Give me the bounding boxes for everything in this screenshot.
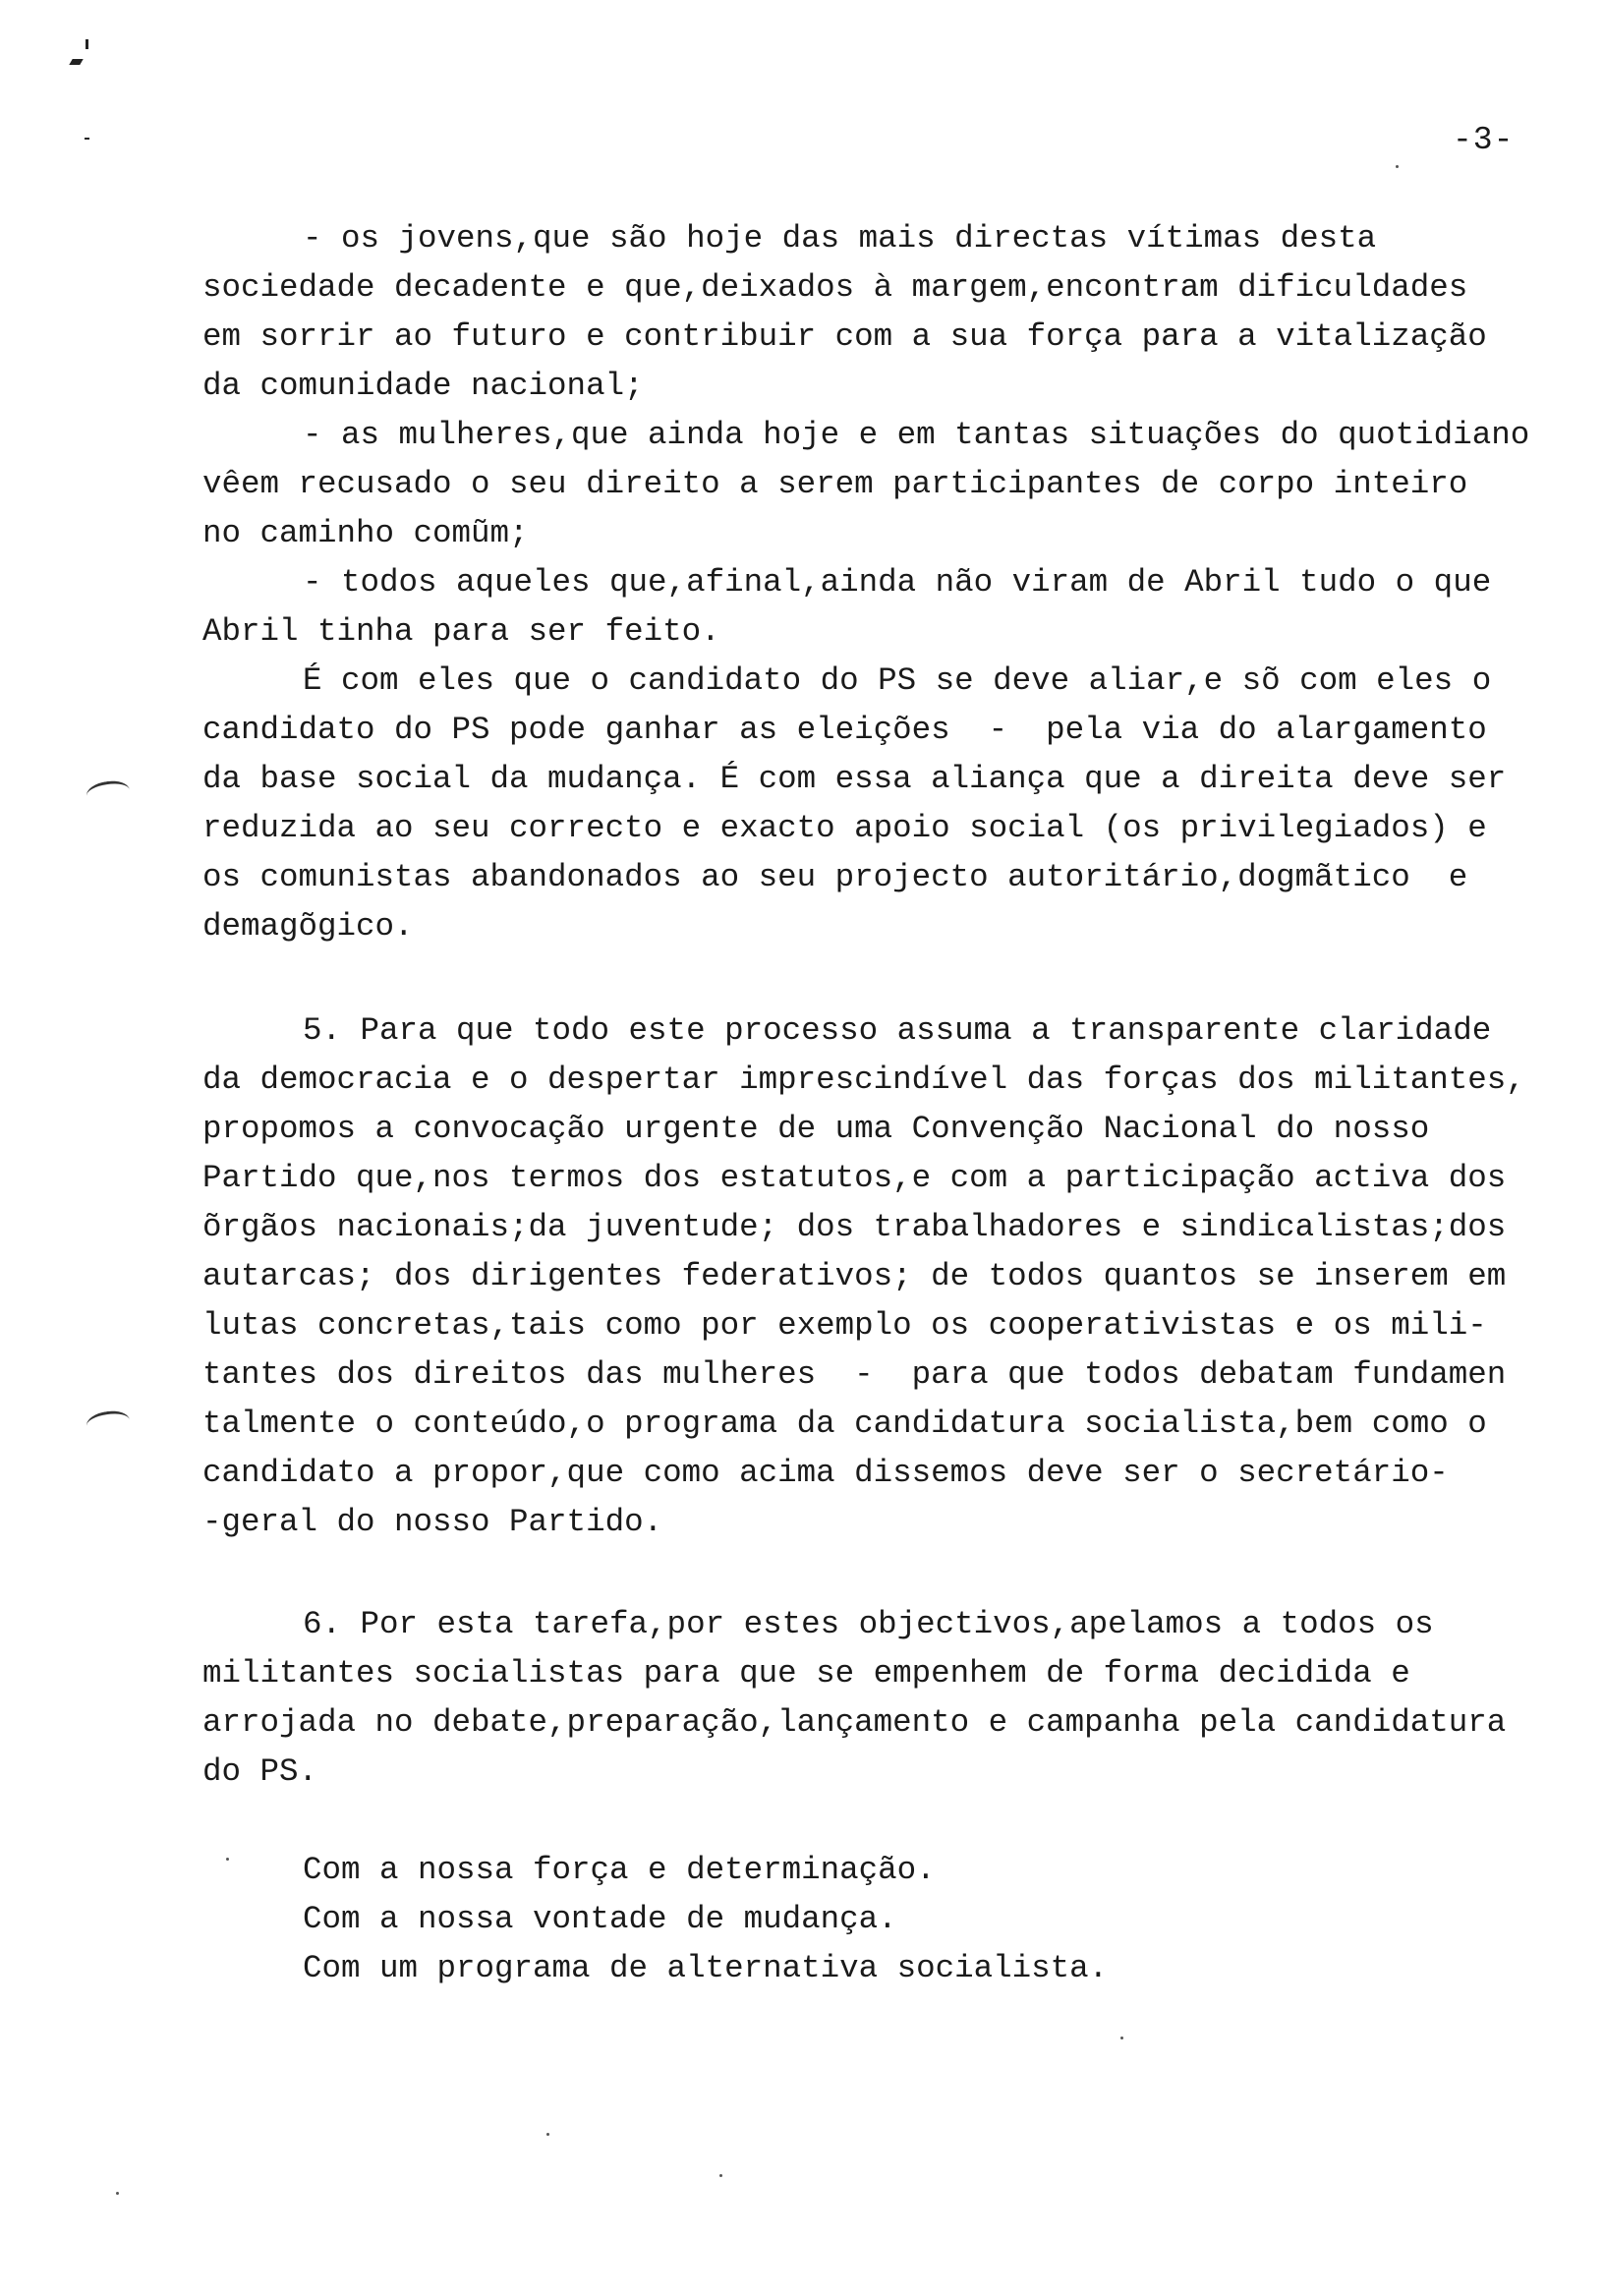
text-line: Abril tinha para ser feito.	[202, 613, 720, 650]
text-line: - os jovens,que são hoje das mais directas vítimas desta	[303, 220, 1377, 257]
scan-mark	[69, 59, 83, 65]
paragraph-group-1	[202, 214, 1578, 951]
text-line: õrgãos nacionais;da juventude; dos trabalhadores e sindicalistas;dos	[202, 1209, 1507, 1245]
text-line: É com eles que o candidato do PS se deve aliar,e sõ com eles o	[303, 662, 1492, 699]
text-line: tantes dos direitos das mulheres - para que todos debatam fundamen	[202, 1356, 1507, 1393]
scan-mark	[85, 138, 89, 140]
paragraph-group-3	[202, 1600, 1578, 1797]
scan-speck	[116, 2192, 119, 2195]
text-line: 6. Por esta tarefa,por estes objectivos,apelamos a todos os	[303, 1606, 1434, 1642]
binder-hole-mark	[86, 1408, 132, 1437]
text-line: - todos aqueles que,afinal,ainda não viram de Abril tudo o que	[303, 564, 1492, 601]
text-line: do PS.	[202, 1753, 318, 1790]
text-line: da base social da mudança. É com essa aliança que a direita deve ser	[202, 761, 1507, 797]
scan-speck	[1120, 2037, 1123, 2039]
text-line: Com a nossa vontade de mudança.	[303, 1901, 897, 1937]
scan-speck	[546, 2133, 549, 2136]
text-line: reduzida ao seu correcto e exacto apoio social (os privilegiados) e	[202, 810, 1487, 846]
text-line: - as mulheres,que ainda hoje e em tantas situações do quotidiano	[303, 417, 1530, 453]
text-line: propomos a convocação urgente de uma Convenção Nacional do nosso	[202, 1111, 1430, 1147]
text-line: 5. Para que todo este processo assuma a transparente claridade	[303, 1012, 1492, 1049]
closing-lines	[202, 1846, 1578, 1993]
text-line: da comunidade nacional;	[202, 368, 644, 404]
text-line: Com um programa de alternativa socialista.	[303, 1950, 1109, 1986]
text-line: talmente o conteúdo,o programa da candidatura socialista,bem como o	[202, 1406, 1487, 1442]
text-line: da democracia e o despertar imprescindível das forças dos militantes,	[202, 1062, 1525, 1098]
text-line: no caminho comũm;	[202, 515, 529, 551]
text-line: em sorrir ao futuro e contribuir com a sua força para a vitalização	[202, 318, 1487, 355]
text-line: vêem recusado o seu direito a serem participantes de corpo inteiro	[202, 466, 1468, 502]
scan-speck	[719, 2174, 722, 2177]
text-line: os comunistas abandonados ao seu projecto autoritário,dogmãtico e	[202, 859, 1468, 895]
text-line: candidato do PS pode ganhar as eleições - pela via do alargamento	[202, 712, 1487, 748]
text-line: lutas concretas,tais como por exemplo os cooperativistas e os mili-	[202, 1307, 1487, 1344]
scan-mark	[86, 39, 88, 49]
scan-speck	[1396, 165, 1399, 168]
text-line: Com a nossa força e determinação.	[303, 1852, 936, 1888]
text-line: candidato a propor,que como acima dissemos deve ser o secretário-	[202, 1455, 1449, 1491]
text-line: demagõgico.	[202, 908, 414, 945]
text-line: sociedade decadente e que,deixados à margem,encontram dificuldades	[202, 269, 1468, 306]
text-line: autarcas; dos dirigentes federativos; de todos quantos se inserem em	[202, 1258, 1507, 1294]
text-line: Partido que,nos termos dos estatutos,e com a participação activa dos	[202, 1160, 1507, 1196]
binder-hole-mark	[86, 778, 132, 807]
text-line: militantes socialistas para que se empenhem de forma decidida e	[202, 1655, 1410, 1692]
page-number: -3-	[1453, 122, 1515, 158]
text-line: -geral do nosso Partido.	[202, 1504, 663, 1540]
paragraph-group-2	[202, 1006, 1578, 1547]
text-line: arrojada no debate,preparação,lançamento e campanha pela candidatura	[202, 1704, 1507, 1741]
